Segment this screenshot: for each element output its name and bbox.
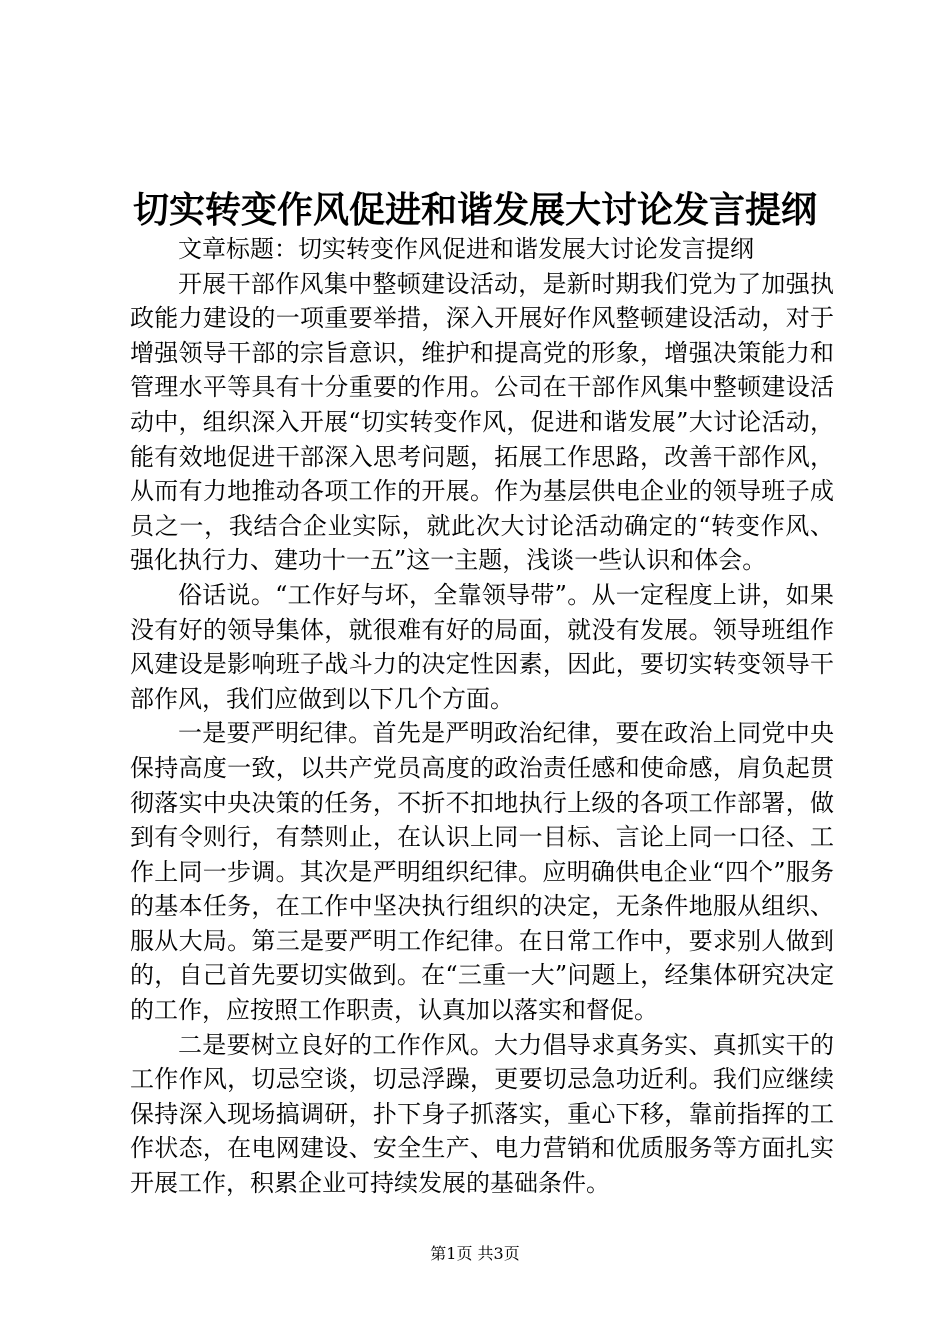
paragraph-article-title: 文章标题：切实转变作风促进和谐发展大讨论发言提纲 (178, 235, 754, 263)
document-title: 切实转变作风促进和谐发展大讨论发言提纲 (132, 189, 817, 231)
document-body (130, 232, 834, 1201)
page-footer: 第1页 共3页 (430, 1244, 520, 1263)
paragraph-saying: 俗话说。“工作好与坏，全靠领导带”。从一定程度上讲，如果没有好的领导集体，就很难有好的局面，就没有发展。领导班组作风建设是影响班子战斗力的决定性因素，因此，要切实转变领导干部作风，我们应做到以下几个方面。 (130, 580, 834, 713)
paragraph-intro: 开展干部作风集中整顿建设活动，是新时期我们党为了加强执政能力建设的一项重要举措，深入开展好作风整顿建设活动，对于增强领导干部的宗旨意识，维护和提高党的形象，增强决策能力和管理水平等具有十分重要的作用。公司在干部作风集中整顿建设活动中，组织深入开展“切实转变作风，促进和谐发展”大讨论活动，能有效地促进干部深入思考问题，拓展工作思路，改善干部作风，从而有力地推动各项工作的开展。作为基层供电企业的领导班子成员之一，我结合企业实际，就此次大讨论活动确定的“转变作风、强化执行力、建功十一五”这一主题，浅谈一些认识和体会。 (130, 269, 834, 575)
paragraph-discipline: 一是要严明纪律。首先是严明政治纪律，要在政治上同党中央保持高度一致，以共产党员高度的政治责任感和使命感，肩负起贯彻落实中央决策的任务，不折不扣地执行上级的各项工作部署，做到有令则行，有禁则止，在认识上同一目标、言论上同一口径、工作上同一步调。其次是严明组织纪律。应明确供电企业“四个”服务的基本任务，在工作中坚决执行组织的决定，无条件地服从组织、服从大局。第三是要严明工作纪律。在日常工作中，要求别人做到的，自己首先要切实做到。在“三重一大”问题上，经集体研究决定的工作，应按照工作职责，认真加以落实和督促。 (130, 719, 834, 1025)
paragraph-work-style: 二是要树立良好的工作作风。大力倡导求真务实、真抓实干的工作作风，切忌空谈，切忌浮躁，更要切忌急功近利。我们应继续保持深入现场搞调研，扑下身子抓落实，重心下移，靠前指挥的工作状态，在电网建设、安全生产、电力营销和优质服务等方面扎实开展工作，积累企业可持续发展的基础条件。 (130, 1030, 834, 1198)
